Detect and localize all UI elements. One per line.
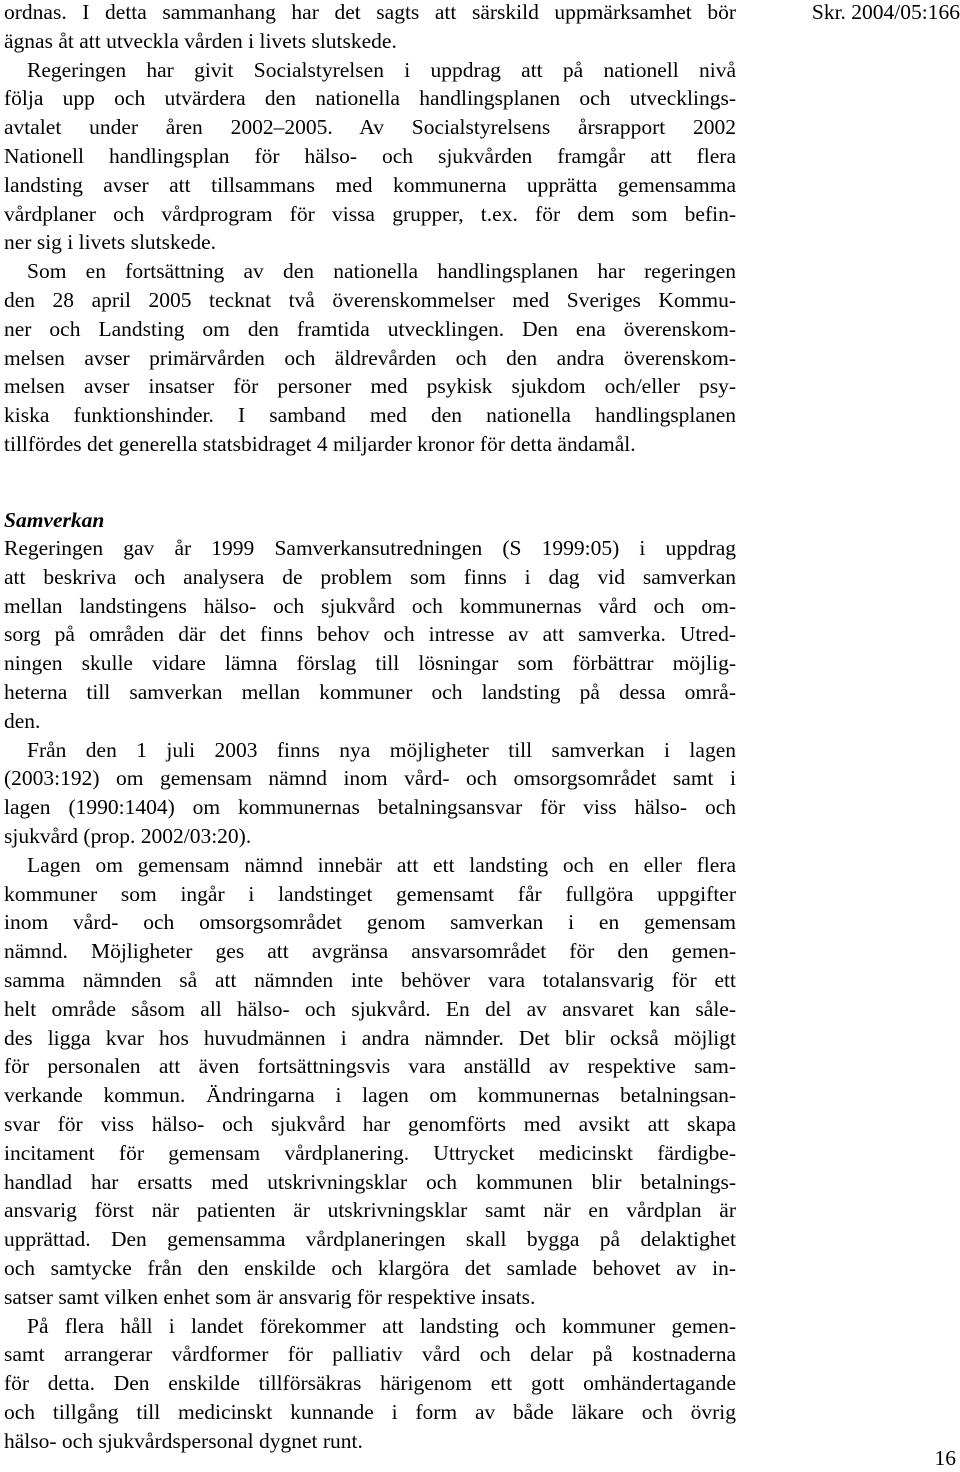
text-line: helt område såsom all hälso- och sjukvård. En del av ansvaret kan såle- bbox=[4, 996, 736, 1021]
text-line: avtalet under åren 2002–2005. Av Socialstyrelsens årsrapport 2002 bbox=[4, 115, 736, 140]
section-heading: Samverkan bbox=[4, 508, 105, 532]
text-line: sorg på områden där det finns behov och intresse av att samverka. Utred- bbox=[4, 622, 736, 647]
text-line: samt arrangerar vårdformer för palliativ vård och delar på kostnaderna bbox=[4, 1342, 736, 1367]
text-line: sjukvård (prop. 2002/03:20). bbox=[4, 823, 252, 848]
text-line: att beskriva och analysera de problem som finns i dag vid samverkan bbox=[4, 564, 736, 589]
paragraph bbox=[4, 56, 736, 258]
text-line: och samtycke från den enskilde och klargöra det samlade behovet av in- bbox=[4, 1255, 736, 1280]
paragraph bbox=[4, 1312, 736, 1456]
text-line: hälso- och sjukvårdspersonal dygnet runt. bbox=[4, 1428, 363, 1453]
page-reference: Skr. 2004/05:166 bbox=[811, 0, 960, 24]
text-line: upprättad. Den gemensamma vårdplaneringen skall bygga på delaktighet bbox=[4, 1227, 736, 1252]
text-line: lagen (1990:1404) om kommunernas betalningsansvar för viss hälso- och bbox=[4, 795, 736, 820]
text-line: svar för viss hälso- och sjukvård har genomförts med avsikt att skapa bbox=[4, 1111, 736, 1136]
text-line: heterna till samverkan mellan kommuner och landsting på dessa områ- bbox=[4, 679, 736, 704]
text-line: landsting avser att tillsammans med kommunerna upprätta gemensamma bbox=[4, 172, 736, 197]
text-line: melsen avser primärvården och äldrevården och den andra överenskom- bbox=[4, 345, 736, 370]
text-line: för detta. Den enskilde tillförsäkras härigenom ett gott omhändertagande bbox=[4, 1371, 736, 1396]
text-line: ordnas. I detta sammanhang har det sagts att särskild uppmärksamhet bör bbox=[4, 0, 736, 24]
paragraph bbox=[4, 851, 736, 1312]
body-text-top bbox=[4, 0, 736, 459]
text-line: kommuner som ingår i landstinget gemensamt får fullgöra uppgifter bbox=[4, 881, 736, 906]
text-line: incitament för gemensam vårdplanering. Uttrycket medicinskt färdigbe- bbox=[4, 1140, 736, 1165]
text-line: samma nämnden så att nämnden inte behöver vara totalansvarig för ett bbox=[4, 967, 736, 992]
text-line: Som en fortsättning av den nationella handlingsplanen har regeringen bbox=[27, 259, 736, 284]
text-line: Lagen om gemensam nämnd innebär att ett landsting och en eller flera bbox=[27, 852, 736, 877]
paragraph bbox=[4, 257, 736, 459]
text-line: ner sig i livets slutskede. bbox=[4, 230, 216, 255]
text-line: Regeringen gav år 1999 Samverkansutredningen (S 1999:05) i uppdrag bbox=[4, 536, 736, 560]
text-line: Från den 1 juli 2003 finns nya möjligheter till samverkan i lagen bbox=[27, 737, 736, 762]
text-line: des ligga kvar hos huvudmännen i andra nämnder. Det blir också möjligt bbox=[4, 1025, 736, 1050]
text-line: vårdplaner och vårdprogram för vissa grupper, t.ex. för dem som befin- bbox=[4, 201, 736, 226]
text-line: ansvarig först när patienten är utskrivningsklar samt när en vårdplan är bbox=[4, 1198, 736, 1223]
text-line: den. bbox=[4, 708, 41, 733]
text-line: handlad har ersatts med utskrivningsklar och kommunen blir betalnings- bbox=[4, 1169, 736, 1194]
text-line: Regeringen har givit Socialstyrelsen i uppdrag att på nationell nivå bbox=[27, 57, 736, 82]
body-text-bottom bbox=[4, 534, 736, 1456]
text-line: följa upp och utvärdera den nationella handlingsplanen och utvecklings- bbox=[4, 86, 736, 111]
paragraph bbox=[4, 736, 736, 851]
paragraph bbox=[4, 0, 736, 56]
text-line: ningen skulle vidare lämna förslag till lösningar som förbättrar möjlig- bbox=[4, 651, 736, 676]
text-line: kiska funktionshinder. I samband med den nationella handlingsplanen bbox=[4, 403, 736, 428]
text-line: för personalen att även fortsättningsvis vara anställd av respektive sam- bbox=[4, 1054, 736, 1079]
page-number: 16 bbox=[934, 1446, 956, 1470]
text-line: (2003:192) om gemensam nämnd inom vård- och omsorgsområdet samt i bbox=[4, 766, 736, 791]
text-line: verkande kommun. Ändringarna i lagen om kommunernas betalningsan- bbox=[4, 1083, 736, 1108]
text-line: Nationell handlingsplan för hälso- och sjukvården framgår att flera bbox=[4, 143, 736, 168]
paragraph bbox=[4, 534, 736, 736]
text-line: melsen avser insatser för personer med psykisk sjukdom och/eller psy- bbox=[4, 374, 736, 399]
text-line: satser samt vilken enhet som är ansvarig för respektive insats. bbox=[4, 1284, 536, 1309]
text-line: mellan landstingens hälso- och sjukvård och kommunernas vård och om- bbox=[4, 593, 736, 618]
text-line: ner och Landsting om den framtida utvecklingen. Den ena överenskom- bbox=[4, 316, 736, 341]
text-line: nämnd. Möjligheter ges att avgränsa ansvarsområdet för den gemen- bbox=[4, 939, 736, 964]
text-line: inom vård- och omsorgsområdet genom samverkan i en gemensam bbox=[4, 910, 736, 935]
text-line: den 28 april 2005 tecknat två överenskommelser med Sveriges Kommu- bbox=[4, 287, 736, 312]
text-line: och tillgång till medicinskt kunnande i form av både läkare och övrig bbox=[4, 1399, 736, 1424]
text-line: ägnas åt att utveckla vården i livets slutskede. bbox=[4, 28, 397, 53]
text-line: tillfördes det generella statsbidraget 4 miljarder kronor för detta ändamål. bbox=[4, 431, 636, 456]
text-line: På flera håll i landet förekommer att landsting och kommuner gemen- bbox=[27, 1313, 736, 1338]
